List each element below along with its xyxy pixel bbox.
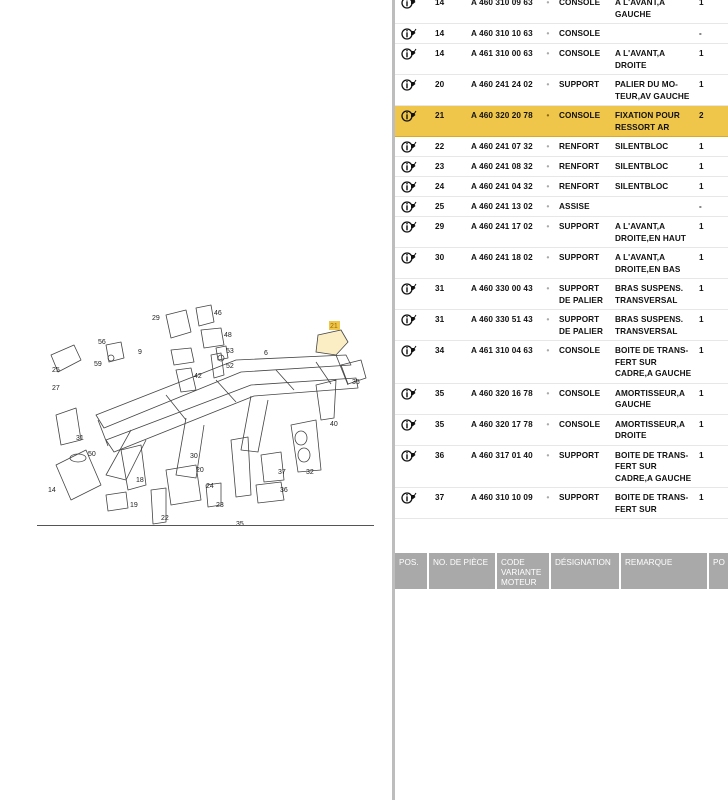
- row-pos: 23: [431, 157, 467, 177]
- info-icon-cell[interactable]: [395, 0, 431, 24]
- row-pos: 14: [431, 44, 467, 75]
- row-remark: BOITE DE TRANS- FERT SUR CADRE,A GAUCHE: [611, 445, 695, 488]
- info-cart-icon: [401, 419, 417, 431]
- row-pos: 25: [431, 197, 467, 217]
- diagram-label[interactable]: 46: [214, 310, 222, 317]
- diagram-label[interactable]: 30: [190, 453, 198, 460]
- row-remark: SILENTBLOC: [611, 177, 695, 197]
- header-code[interactable]: CODE VARIANTE MOTEUR: [497, 553, 551, 589]
- row-designation: SUPPORT DE PALIER: [555, 279, 611, 310]
- row-designation: CONSOLE: [555, 44, 611, 75]
- table-row[interactable]: [395, 44, 728, 75]
- header-pos[interactable]: POS.: [395, 553, 429, 589]
- row-designation: SUPPORT: [555, 248, 611, 279]
- row-part-number: A 460 317 01 40: [467, 445, 539, 488]
- row-qty: 1: [695, 341, 728, 384]
- diagram-label[interactable]: 14: [48, 487, 56, 494]
- table-row[interactable]: [395, 488, 728, 519]
- info-icon-cell[interactable]: [395, 383, 431, 414]
- row-part-number: A 460 241 08 32: [467, 157, 539, 177]
- info-icon-cell[interactable]: [395, 341, 431, 384]
- table-row[interactable]: [395, 137, 728, 157]
- info-cart-icon: [401, 450, 417, 462]
- header-remark[interactable]: REMARQUE: [621, 553, 709, 589]
- row-part-number: A 460 241 24 02: [467, 75, 539, 106]
- info-icon-cell[interactable]: [395, 445, 431, 488]
- table-row[interactable]: [395, 341, 728, 384]
- info-icon-cell[interactable]: [395, 44, 431, 75]
- info-icon-cell[interactable]: [395, 279, 431, 310]
- info-cart-icon: [401, 252, 417, 264]
- row-qty: 1: [695, 248, 728, 279]
- row-pos: 35: [431, 414, 467, 445]
- row-separator-dot: •: [539, 217, 555, 248]
- row-separator-dot: •: [539, 279, 555, 310]
- row-remark: SILENTBLOC: [611, 137, 695, 157]
- info-icon-cell[interactable]: [395, 414, 431, 445]
- row-designation: CONSOLE: [555, 414, 611, 445]
- row-pos: 29: [431, 217, 467, 248]
- info-cart-icon: [401, 345, 417, 357]
- table-row[interactable]: [395, 157, 728, 177]
- row-pos: 14: [431, 0, 467, 24]
- header-designation[interactable]: DÉSIGNATION: [551, 553, 621, 589]
- row-part-number: A 460 241 04 32: [467, 177, 539, 197]
- table-row[interactable]: [395, 279, 728, 310]
- diagram-label[interactable]: 59: [94, 361, 102, 368]
- row-designation: CONSOLE: [555, 0, 611, 24]
- row-remark: [611, 24, 695, 44]
- info-icon-cell[interactable]: [395, 488, 431, 519]
- row-pos: 30: [431, 248, 467, 279]
- row-part-number: A 460 310 10 09: [467, 488, 539, 519]
- row-qty: 1: [695, 217, 728, 248]
- info-cart-icon: [401, 283, 417, 295]
- row-pos: 37: [431, 488, 467, 519]
- info-icon-cell[interactable]: [395, 177, 431, 197]
- row-qty: -: [695, 197, 728, 217]
- row-designation: SUPPORT: [555, 445, 611, 488]
- info-cart-icon: [401, 110, 417, 122]
- row-designation: RENFORT: [555, 157, 611, 177]
- row-designation: SUPPORT DE PALIER: [555, 310, 611, 341]
- row-part-number: A 460 241 07 32: [467, 137, 539, 157]
- row-qty: 1: [695, 157, 728, 177]
- diagram-label[interactable]: 24: [206, 483, 214, 490]
- row-qty: 1: [695, 177, 728, 197]
- info-icon-cell[interactable]: [395, 248, 431, 279]
- info-cart-icon: [401, 28, 417, 40]
- row-separator-dot: •: [539, 137, 555, 157]
- row-qty: 1: [695, 310, 728, 341]
- row-qty: 1: [695, 279, 728, 310]
- row-qty: 1: [695, 0, 728, 24]
- row-separator-dot: •: [539, 177, 555, 197]
- parts-table-header: [395, 553, 728, 589]
- row-separator-dot: •: [539, 310, 555, 341]
- diagram-baseline: [37, 525, 374, 526]
- info-cart-icon: [401, 314, 417, 326]
- row-part-number: A 460 241 18 02: [467, 248, 539, 279]
- diagram-label[interactable]: 9: [138, 349, 142, 356]
- row-part-number: A 460 310 09 63: [467, 0, 539, 24]
- row-pos: 21: [431, 106, 467, 137]
- parts-list-panel: [395, 0, 728, 800]
- diagram-label[interactable]: 35: [352, 379, 360, 386]
- row-separator-dot: •: [539, 24, 555, 44]
- row-separator-dot: •: [539, 157, 555, 177]
- row-designation: CONSOLE: [555, 24, 611, 44]
- row-remark: BRAS SUSPENS. TRANSVERSAL: [611, 279, 695, 310]
- row-pos: 36: [431, 445, 467, 488]
- row-part-number: A 461 310 04 63: [467, 341, 539, 384]
- row-pos: 20: [431, 75, 467, 106]
- table-row[interactable]: [395, 197, 728, 217]
- row-remark: A L'AVANT,A DROITE,EN HAUT: [611, 217, 695, 248]
- row-remark: BRAS SUSPENS. TRANSVERSAL: [611, 310, 695, 341]
- row-designation: SUPPORT: [555, 75, 611, 106]
- row-pos: 24: [431, 177, 467, 197]
- info-icon-cell[interactable]: [395, 197, 431, 217]
- table-row[interactable]: [395, 414, 728, 445]
- row-separator-dot: •: [539, 488, 555, 519]
- row-qty: 1: [695, 414, 728, 445]
- diagram-label[interactable]: 48: [224, 332, 232, 339]
- info-cart-icon: [401, 221, 417, 233]
- info-cart-icon: [401, 388, 417, 400]
- exploded-chassis-diagram: [36, 300, 376, 530]
- row-part-number: A 460 241 13 02: [467, 197, 539, 217]
- diagram-label[interactable]: 53: [226, 348, 234, 355]
- diagram-label[interactable]: 56: [98, 339, 106, 346]
- row-qty: 1: [695, 488, 728, 519]
- row-part-number: A 461 310 00 63: [467, 44, 539, 75]
- row-designation: SUPPORT: [555, 488, 611, 519]
- diagram-label[interactable]: 18: [136, 477, 144, 484]
- info-icon-cell[interactable]: [395, 137, 431, 157]
- row-pos: 22: [431, 137, 467, 157]
- diagram-label[interactable]: 37: [278, 469, 286, 476]
- row-designation: RENFORT: [555, 177, 611, 197]
- table-row[interactable]: [395, 217, 728, 248]
- diagram-label[interactable]: 29: [152, 315, 160, 322]
- info-cart-icon: [401, 201, 417, 213]
- row-pos: 35: [431, 383, 467, 414]
- row-remark: A L'AVANT,A GAUCHE: [611, 0, 695, 24]
- table-row[interactable]: [395, 106, 728, 137]
- row-remark: [611, 197, 695, 217]
- row-separator-dot: •: [539, 197, 555, 217]
- info-icon-cell[interactable]: [395, 157, 431, 177]
- row-qty: 1: [695, 75, 728, 106]
- row-separator-dot: •: [539, 0, 555, 24]
- diagram-label[interactable]: 42: [194, 373, 202, 380]
- row-qty: 2: [695, 106, 728, 137]
- row-remark: FIXATION POUR RESSORT AR: [611, 106, 695, 137]
- row-qty: 1: [695, 44, 728, 75]
- row-pos: 31: [431, 279, 467, 310]
- diagram-label[interactable]: 22: [161, 515, 169, 522]
- row-remark: AMORTISSEUR,A GAUCHE: [611, 383, 695, 414]
- diagram-label[interactable]: 20: [196, 467, 204, 474]
- row-remark: A L'AVANT,A DROITE: [611, 44, 695, 75]
- table-row[interactable]: [395, 310, 728, 341]
- info-icon-cell[interactable]: [395, 310, 431, 341]
- row-designation: SUPPORT: [555, 217, 611, 248]
- info-cart-icon: [401, 492, 417, 504]
- row-separator-dot: •: [539, 248, 555, 279]
- row-designation: ASSISE: [555, 197, 611, 217]
- diagram-label[interactable]: 32: [306, 469, 314, 476]
- row-part-number: A 460 320 17 78: [467, 414, 539, 445]
- row-pos: 31: [431, 310, 467, 341]
- row-qty: 1: [695, 445, 728, 488]
- diagram-label[interactable]: 31: [76, 435, 84, 442]
- row-part-number: A 460 330 51 43: [467, 310, 539, 341]
- row-remark: AMORTISSEUR,A DROITE: [611, 414, 695, 445]
- row-separator-dot: •: [539, 414, 555, 445]
- table-row[interactable]: [395, 445, 728, 488]
- diagram-label[interactable]: 19: [130, 502, 138, 509]
- diagram-label[interactable]: 36: [280, 487, 288, 494]
- row-pos: 34: [431, 341, 467, 384]
- diagram-label[interactable]: 50: [88, 451, 96, 458]
- row-part-number: A 460 330 00 43: [467, 279, 539, 310]
- diagram-label[interactable]: 25: [52, 367, 60, 374]
- info-cart-icon: [401, 0, 417, 9]
- table-row[interactable]: [395, 383, 728, 414]
- info-cart-icon: [401, 79, 417, 91]
- row-separator-dot: •: [539, 44, 555, 75]
- highlight-label: 21: [330, 323, 338, 330]
- row-remark: SILENTBLOC: [611, 157, 695, 177]
- diagram-label[interactable]: 52: [226, 363, 234, 370]
- info-cart-icon: [401, 141, 417, 153]
- table-row[interactable]: [395, 0, 728, 24]
- info-icon-cell[interactable]: [395, 106, 431, 137]
- row-designation: CONSOLE: [555, 383, 611, 414]
- table-row[interactable]: [395, 75, 728, 106]
- info-cart-icon: [401, 161, 417, 173]
- info-cart-icon: [401, 181, 417, 193]
- row-designation: CONSOLE: [555, 106, 611, 137]
- info-icon-cell[interactable]: [395, 217, 431, 248]
- diagram-label[interactable]: 40: [330, 421, 338, 428]
- diagram-label[interactable]: 23: [216, 502, 224, 509]
- row-separator-dot: •: [539, 75, 555, 106]
- table-row[interactable]: [395, 248, 728, 279]
- parts-table: [395, 0, 728, 519]
- row-qty: 1: [695, 383, 728, 414]
- highlighted-part-21: [316, 330, 348, 355]
- row-separator-dot: •: [539, 445, 555, 488]
- row-remark: BOITE DE TRANS- FERT SUR CADRE,A GAUCHE: [611, 341, 695, 384]
- row-part-number: A 460 310 10 63: [467, 24, 539, 44]
- info-cart-icon: [401, 48, 417, 60]
- row-remark: PALIER DU MO- TEUR,AV GAUCHE: [611, 75, 695, 106]
- row-part-number: A 460 320 16 78: [467, 383, 539, 414]
- row-designation: RENFORT: [555, 137, 611, 157]
- row-qty: 1: [695, 137, 728, 157]
- row-separator-dot: •: [539, 106, 555, 137]
- row-separator-dot: •: [539, 383, 555, 414]
- info-icon-cell[interactable]: [395, 24, 431, 44]
- diagram-label[interactable]: 6: [264, 350, 268, 357]
- table-row[interactable]: [395, 24, 728, 44]
- row-pos: 14: [431, 24, 467, 44]
- info-icon-cell[interactable]: [395, 75, 431, 106]
- header-extra[interactable]: PO: [709, 553, 728, 589]
- row-remark: BOITE DE TRANS- FERT SUR: [611, 488, 695, 519]
- diagram-label[interactable]: 27: [52, 385, 60, 392]
- row-designation: CONSOLE: [555, 341, 611, 384]
- row-part-number: A 460 320 20 78: [467, 106, 539, 137]
- row-remark: A L'AVANT,A DROITE,EN BAS: [611, 248, 695, 279]
- table-row[interactable]: [395, 177, 728, 197]
- row-qty: -: [695, 24, 728, 44]
- header-part-number[interactable]: NO. DE PIÈCE: [429, 553, 497, 589]
- row-separator-dot: •: [539, 341, 555, 384]
- row-part-number: A 460 241 17 02: [467, 217, 539, 248]
